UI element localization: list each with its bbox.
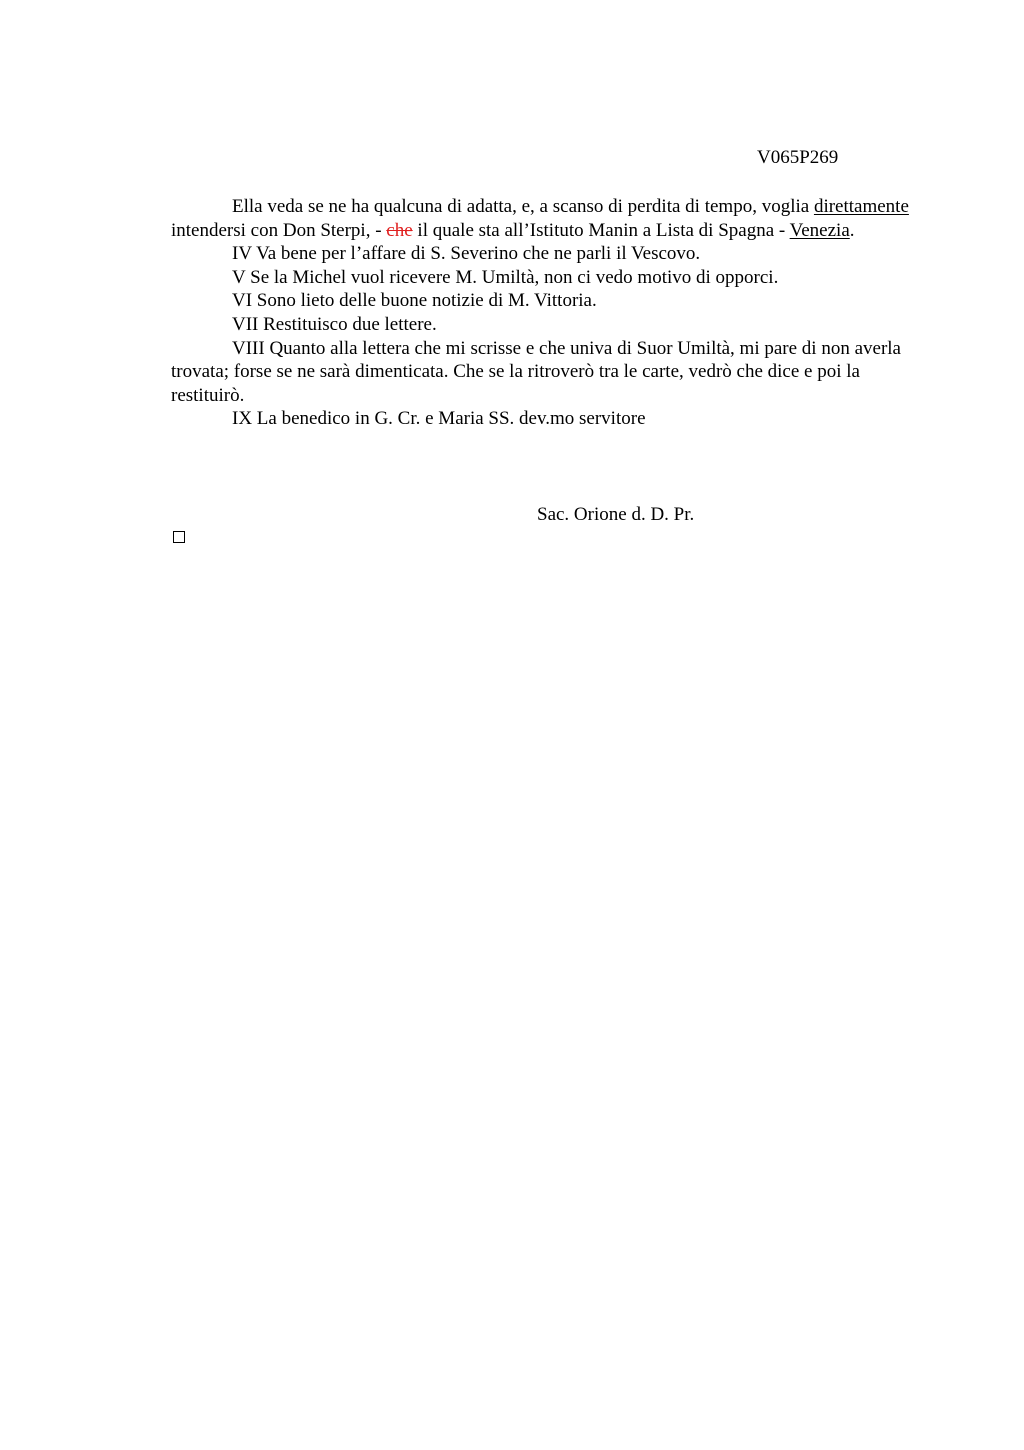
letter-body [171, 195, 931, 431]
paragraph-vii: VII Restituisco due lettere. [232, 313, 437, 335]
paragraph-intro [171, 195, 931, 242]
paragraph-v: V Se la Michel vuol ricevere M. Umiltà, non ci vedo motivo di opporci. [232, 266, 779, 288]
paragraph-intro-text-b: intendersi con Don Sterpi, - [171, 219, 387, 241]
paragraph-intro-text-a: Ella veda se ne ha qualcuna di adatta, e, a scanso di perdita di tempo, voglia [232, 196, 814, 217]
underlined-word-venezia: Venezia [789, 219, 850, 241]
paragraph-intro-text-c: il quale sta all’Istituto Manin a Lista di Spagna - [412, 219, 790, 241]
page-identifier: V065P269 [757, 147, 839, 168]
signature: Sac. Orione d. D. Pr. [537, 504, 695, 525]
underlined-word-direttamente: direttamente [813, 196, 909, 217]
paragraph-iv: IV Va bene per l’affare di S. Severino che ne parli il Vescovo. [232, 243, 701, 265]
paragraph-ix: IX La benedico in G. Cr. e Maria SS. dev.mo servitore [232, 408, 646, 430]
paragraph-viii: VIII Quanto alla lettera che mi scrisse e che univa di Suor Umiltà, mi pare di non averla trovata; forse se ne sarà dimenticata. Che se la ritroverò tra le carte, vedrò che dice e poi la restituirò. [171, 337, 901, 406]
struck-word-che: che [386, 219, 413, 241]
paragraph-intro-text-d: . [849, 219, 855, 241]
paragraph-vi: VI Sono lieto delle buone notizie di M. Vittoria. [232, 290, 597, 312]
end-marker-box-icon [173, 531, 185, 543]
